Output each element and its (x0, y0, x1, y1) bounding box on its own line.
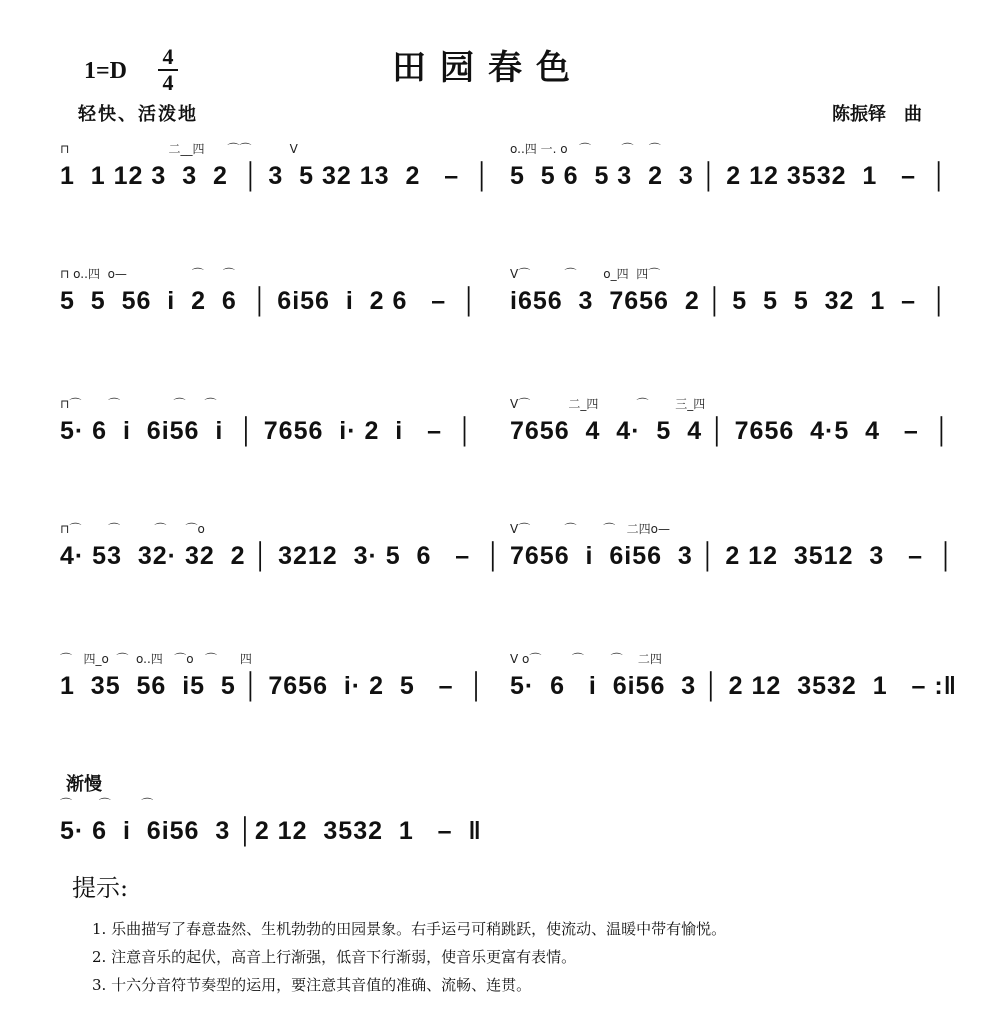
tips-heading: 提示: (72, 874, 129, 902)
page-title: 田园春色 (392, 48, 584, 88)
notes-final: 5· 6 i 6i56 3 │2 12 3532 1 – ‖ (60, 817, 482, 845)
notes-right: 7656 4 4· 5 4 │ 7656 4·5 4 – │ (510, 417, 952, 445)
bowing-marks: ⊓⌒ ⌒ ⌒ ⌒ (60, 397, 217, 411)
score-row-1 (60, 140, 960, 200)
bowing-marks: ⌒ 四_o ⌒ o..四 ⌒o ⌒ 四 (60, 652, 252, 666)
tip-item-3: 3. 十六分音符节奏型的运用，要注意其音值的准确、流畅、连贯。 (92, 976, 532, 994)
notes-left: 1 1 12 3 3 2 │ 3 5 32 13 2 – │ (60, 162, 492, 190)
bowing-marks-right: V⌒ 二_四 ⌒ 三_四 (510, 397, 706, 411)
notes-right: i656 3 7656 2 │ 5 5 5 32 1 – │ (510, 287, 949, 315)
bowing-marks: ⊓ o..四 o— ⌒ ⌒ (60, 267, 235, 281)
composer: 陈振铎 曲 (832, 104, 922, 125)
bowing-marks-right: V o⌒ ⌒ ⌒ 二四 (510, 652, 662, 666)
tip-item-2: 2. 注意音乐的起伏，高音上行渐强，低音下行渐弱，使音乐更富有表情。 (92, 948, 577, 966)
bowing-marks: ⌒ ⌒ ⌒ (60, 797, 154, 811)
time-signature-top: 4 (162, 44, 174, 69)
notes-left: 5 5 56 i 2 6 │ 6i56 i 2 6 – │ (60, 287, 479, 315)
score-row-3 (60, 395, 960, 455)
key-signature: 1=D (84, 58, 128, 84)
bowing-marks: ⊓⌒ ⌒ ⌒ ⌒o (60, 522, 205, 536)
time-signature-bottom: 4 (162, 70, 174, 95)
notes-right: 5 5 6 5 3 2 3 │ 2 12 3532 1 – │ (510, 162, 949, 190)
score-row-5 (60, 650, 960, 710)
bowing-marks: ⊓ 二__四 ⌒⌒ V (60, 142, 352, 156)
notes-right: 5· 6 i 6i56 3 │ 2 12 3532 1 – :‖ (510, 672, 958, 700)
notes-left: 1 35 56 i5 5 │ 7656 i· 2 5 – │ (60, 672, 487, 700)
tempo-marking: 轻快、活泼地 (78, 104, 198, 125)
notes-left: 5· 6 i 6i56 i │ 7656 i· 2 i – │ (60, 417, 475, 445)
score-row-4 (60, 520, 960, 580)
bowing-marks-right: o..四 一. o ⌒ ⌒ ⌒ (510, 142, 661, 156)
notes-right: 7656 i 6i56 3 │ 2 12 3512 3 – │ (510, 542, 956, 570)
score-row-2 (60, 265, 960, 325)
score-row-6 (60, 795, 960, 855)
notes-left: 4· 53 32· 32 2 │ 3212 3· 5 6 – │ (60, 542, 503, 570)
ritardando-marking: 渐慢 (66, 774, 102, 795)
bowing-marks-right: V⌒ ⌒ ⌒ 二四o— (510, 522, 671, 536)
time-signature (158, 46, 178, 94)
bowing-marks-right: V⌒ ⌒ o_四 四⌒ (510, 267, 661, 281)
tip-item-1: 1. 乐曲描写了春意盎然、生机勃勃的田园景象。右手运弓可稍跳跃，使流动、温暖中带有愉悦。 (92, 920, 727, 938)
